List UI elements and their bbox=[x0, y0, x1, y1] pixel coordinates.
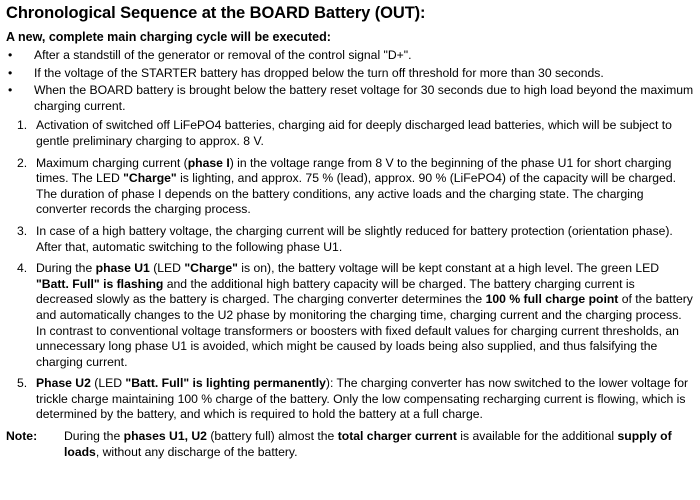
note-label: Note: bbox=[6, 429, 38, 444]
text-run: ) in the voltage range from 8 V to the beginning of the phase U1 for short charging times. The LED bbox=[36, 155, 672, 186]
bold-text-run: "Charge" bbox=[123, 171, 177, 186]
bold-text-run: phases U1, U2 bbox=[123, 429, 207, 444]
bold-text-run: phase I bbox=[187, 155, 230, 170]
text-run: (LED bbox=[149, 261, 185, 276]
bold-text-run: "Charge" bbox=[184, 261, 238, 276]
step-number: 2. bbox=[17, 155, 28, 170]
bullet-item bbox=[6, 66, 694, 82]
text-run: , without any discharge of the battery. bbox=[95, 444, 298, 459]
bold-text-run: "Batt. Full" is lighting permanently bbox=[125, 376, 326, 391]
note-block bbox=[6, 429, 694, 460]
text-run: (LED bbox=[90, 376, 126, 391]
step-number: 5. bbox=[17, 376, 28, 391]
text-run: (battery full) almost the bbox=[206, 429, 338, 444]
step-text bbox=[36, 261, 693, 369]
text-run: Activation of switched off LiFePO4 batteries, charging aid for deeply discharged lead batteries, which will be subject to gentle preliminary charging to approx. 8 V. bbox=[36, 118, 672, 148]
charging-steps-list bbox=[6, 118, 694, 423]
step-item bbox=[6, 156, 694, 218]
step-text bbox=[36, 376, 688, 421]
bullet-glyph: • bbox=[8, 48, 13, 62]
bold-text-run: 100 % full charge point bbox=[485, 292, 619, 307]
bullet-item bbox=[6, 48, 694, 64]
bold-text-run: total charger current bbox=[337, 429, 457, 444]
step-number: 4. bbox=[17, 261, 28, 276]
text-run: is on), the battery voltage will be kept constant at a high level. The green LED bbox=[237, 261, 660, 276]
step-item bbox=[6, 118, 694, 149]
trigger-bullet-list bbox=[6, 48, 694, 114]
step-number: 3. bbox=[17, 223, 28, 238]
bullet-text: After a standstill of the generator or removal of the control signal "D+". bbox=[34, 48, 412, 62]
bold-text-run: "Batt. Full" is flashing bbox=[36, 276, 164, 291]
bullet-glyph: • bbox=[8, 65, 13, 80]
step-text bbox=[36, 118, 672, 148]
step-item bbox=[6, 224, 694, 255]
text-run: ): The charging converter has now switched to the lower voltage for trickle charge maintaining 100 % charge of the battery. Only the low compensating recharging current is flowing, which is determined by the battery, and which is required to hold the battery at a full charge. bbox=[36, 376, 689, 422]
text-run: and the additional high battery capacity will be charged. The battery charging current is decreased slowly as the battery is charged. The charging converter determines the bbox=[36, 276, 635, 307]
step-text bbox=[36, 156, 676, 217]
step-item bbox=[6, 376, 694, 423]
text-run: Maximum charging current ( bbox=[36, 155, 188, 170]
text-run: of the battery and automatically changes to the U2 phase by monitoring the charging time, charging current and the charging process. In contrast to conventional voltage transformers or boosters with fixed default values for charging current thresholds, an unnecessary long phase U1 is avoided, which might be caused by loads being also supplied, and thus falsifying the charging current. bbox=[36, 292, 693, 369]
bold-text-run: phase U1 bbox=[95, 261, 150, 276]
step-item bbox=[6, 261, 694, 370]
text-run: is available for the additional bbox=[456, 429, 618, 444]
bold-text-run: Phase U2 bbox=[36, 376, 91, 391]
step-text bbox=[36, 224, 673, 254]
step-number: 1. bbox=[17, 118, 28, 133]
note-text bbox=[64, 429, 672, 459]
cycle-subheading: A new, complete main charging cycle will be executed: bbox=[6, 30, 331, 44]
bold-text-run: supply of loads bbox=[64, 429, 672, 459]
bullet-text: When the BOARD battery is brought below the battery reset voltage for 30 seconds due to high load beyond the maximum charging current. bbox=[34, 83, 694, 113]
bullet-text: If the voltage of the STARTER battery has dropped below the turn off threshold for more than 30 seconds. bbox=[34, 65, 604, 80]
bullet-item bbox=[6, 83, 694, 114]
text-run: During the bbox=[36, 261, 96, 276]
text-run: In case of a high battery voltage, the charging current will be slightly reduced for battery protection (orientation phase). After that, automatic switching to the following phase U1. bbox=[36, 223, 673, 254]
bullet-glyph: • bbox=[8, 83, 13, 98]
text-run: is lighting, and approx. 75 % (lead), approx. 90 % (LiFePO4) of the capacity will be charged. The duration of phase I depends on the battery conditions, any active loads and the charging state. The charging converter records the charging process. bbox=[36, 171, 676, 217]
text-run: During the bbox=[64, 429, 124, 444]
page-title: Chronological Sequence at the BOARD Battery (OUT): bbox=[6, 4, 426, 22]
